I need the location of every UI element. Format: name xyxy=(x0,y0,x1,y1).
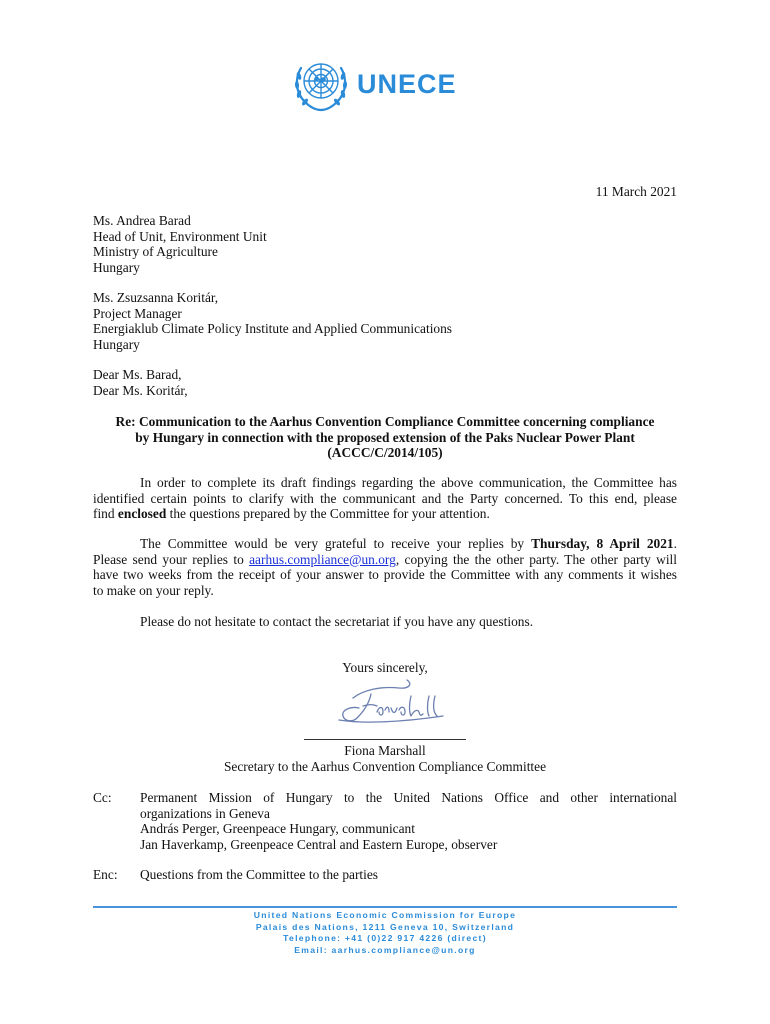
paragraph-line: to make on your reply. xyxy=(93,582,214,598)
text-run: find xyxy=(93,506,118,522)
salutation-line: Dear Ms. Barad, xyxy=(93,367,182,382)
email-link[interactable]: aarhus.compliance@un.org xyxy=(249,551,396,567)
handwritten-signature xyxy=(333,676,451,732)
recipient-name: Ms. Andrea Barad xyxy=(93,213,191,228)
letter-date: 11 March 2021 xyxy=(595,184,677,199)
footer-line: Email: aarhus.compliance@un.org xyxy=(294,944,476,955)
body-paragraph-3 xyxy=(93,614,677,630)
recipient-address-2 xyxy=(93,290,452,352)
footer-divider xyxy=(93,906,677,908)
salutation xyxy=(93,367,188,398)
un-emblem-icon xyxy=(291,54,351,114)
cc-label: Cc: xyxy=(93,790,112,805)
footer-line: Palais des Nations, 1211 Geneva 10, Switzerland xyxy=(255,921,515,932)
unece-logo xyxy=(291,54,457,114)
salutation-line: Dear Ms. Koritár, xyxy=(93,382,188,398)
paragraph-line: identified certain points to clarify with the communicant and the Party concerned. To this end, please xyxy=(93,490,677,506)
paragraph-line: In order to complete its draft findings regarding the above communication, the Committee has xyxy=(140,475,677,490)
text-run: . xyxy=(673,536,677,551)
footer-line: United Nations Economic Commission for Europe xyxy=(253,910,517,920)
enclosed-emphasis: enclosed xyxy=(117,506,167,522)
footer-line: Telephone: +41 (0)22 917 4226 (direct) xyxy=(283,933,487,944)
text-run: the questions prepared by the Committee for your attention. xyxy=(166,506,490,522)
recipient-title: Head of Unit, Environment Unit xyxy=(93,228,267,244)
body-paragraph-2 xyxy=(93,536,677,598)
paragraph-line xyxy=(93,536,677,552)
recipient-address-1 xyxy=(93,213,267,275)
deadline-date: Thursday, 8 April 2021 xyxy=(531,536,674,551)
signature-line xyxy=(304,739,466,740)
subject-line: by Hungary in connection with the proposed extension of the Paks Nuclear Power Plant xyxy=(135,429,635,445)
recipient-country: Hungary xyxy=(93,259,140,275)
recipient-org: Energiaklub Climate Policy Institute and Applied Communications xyxy=(93,321,453,337)
paragraph-line xyxy=(93,506,677,522)
text-run: , copying the the other party. The other party will xyxy=(395,551,677,567)
enc-label: Enc: xyxy=(93,867,118,882)
recipient-title: Project Manager xyxy=(93,305,182,321)
cc-line: Permanent Mission of Hungary to the United Nations Office and other international xyxy=(140,790,677,805)
recipient-country: Hungary xyxy=(93,336,140,352)
cc-line: Jan Haverkamp, Greenpeace Central and Eastern Europe, observer xyxy=(140,836,498,852)
cc-line: András Perger, Greenpeace Hungary, communicant xyxy=(140,821,415,837)
signatory-name: Fiona Marshall xyxy=(344,743,426,758)
signatory-title: Secretary to the Aarhus Convention Compliance Committee xyxy=(223,759,547,774)
recipient-org: Ministry of Agriculture xyxy=(93,244,218,260)
paragraph-line xyxy=(93,552,677,568)
enc-text: Questions from the Committee to the parties xyxy=(140,867,379,882)
cc-list xyxy=(140,790,677,852)
subject-line: (ACCC/C/2014/105) xyxy=(327,445,443,461)
paragraph-line: have two weeks from the receipt of your answer to provide the Committee with any comments it wishes xyxy=(93,567,677,583)
recipient-name: Ms. Zsuzsanna Koritár, xyxy=(93,290,219,305)
text-run: The Committee would be very grateful to receive your replies by xyxy=(140,536,532,551)
org-name: UNECE xyxy=(357,68,457,99)
cc-line: organizations in Geneva xyxy=(140,805,270,821)
paragraph-line: Please do not hesitate to contact the secretariat if you have any questions. xyxy=(140,614,534,629)
body-paragraph-1 xyxy=(93,475,677,522)
footer-contact xyxy=(93,910,677,956)
subject-line: Re: Communication to the Aarhus Convention Compliance Committee concerning compliance xyxy=(115,414,655,429)
text-run: Please send your replies to xyxy=(93,551,250,567)
closing: Yours sincerely, xyxy=(342,660,428,675)
subject-heading xyxy=(93,414,677,461)
